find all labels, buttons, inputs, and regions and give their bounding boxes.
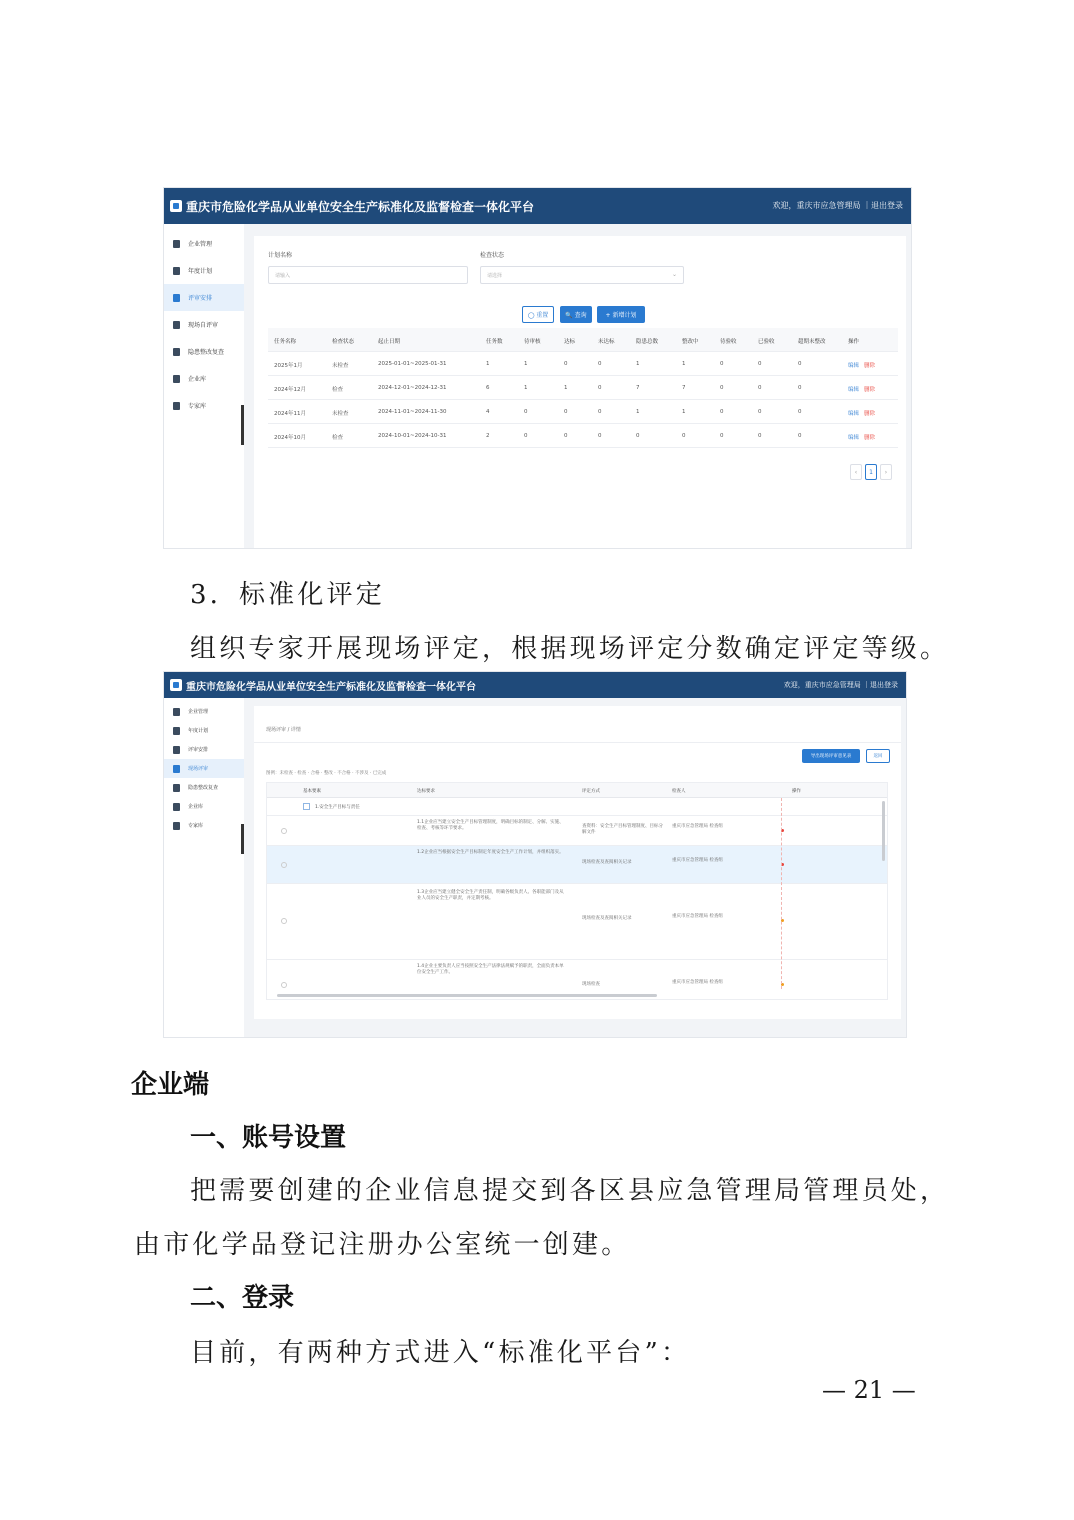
table-cell: 2024年11月 bbox=[274, 411, 306, 417]
table-cell: 7 bbox=[682, 385, 686, 391]
table-cell: 未检查 bbox=[332, 363, 349, 369]
inspector-text: 重庆市应急管理局 检查组 bbox=[672, 858, 723, 863]
method-text: 现场检查 bbox=[582, 982, 600, 987]
sidebar-resize-handle[interactable] bbox=[241, 405, 244, 445]
document-icon bbox=[173, 746, 180, 754]
table-row[interactable] bbox=[268, 352, 898, 376]
requirement-text: 1.1企业应当建立安全生产目标管理制度，明确目标的制定、分解、实施、检查、考核等环节要求。 bbox=[417, 820, 564, 831]
sidebar-item-enterprise[interactable]: 企业管理 bbox=[164, 702, 244, 721]
plan-table bbox=[268, 328, 898, 448]
col-header: 隐患总数 bbox=[636, 339, 659, 345]
method-text: 查资料：安全生产目标管理制度、目标分解文件 bbox=[582, 824, 663, 835]
table-cell: 2024-12-01~2024-12-31 bbox=[378, 385, 447, 391]
document-icon bbox=[173, 727, 180, 735]
sidebar-item-expert-db[interactable]: 专家库 bbox=[164, 816, 244, 835]
table-cell: 1 bbox=[636, 409, 640, 415]
sidebar-item-review-schedule[interactable]: 评审安排 bbox=[164, 740, 244, 759]
table-cell: 2024年12月 bbox=[274, 387, 306, 393]
table-cell: 0 bbox=[564, 409, 568, 415]
sidebar-item-self-review[interactable]: 现场自评审 bbox=[164, 311, 244, 338]
status-label: 检查状态 bbox=[480, 252, 505, 259]
row-radio[interactable] bbox=[281, 982, 287, 988]
row-radio[interactable] bbox=[281, 828, 287, 834]
col-header: 起止日期 bbox=[378, 339, 401, 345]
account-setup-line2: 由市化学品登记注册办公室统一创建。 bbox=[134, 1230, 631, 1260]
table-cell: 0 bbox=[798, 433, 802, 439]
table-cell: 0 bbox=[598, 409, 602, 415]
sidebar-item-annual-plan[interactable]: 年度计划 bbox=[164, 257, 244, 284]
reset-button[interactable]: ◯ 重置 bbox=[522, 306, 554, 323]
table-cell: 0 bbox=[598, 385, 602, 391]
table-row[interactable] bbox=[267, 846, 887, 884]
table-header bbox=[268, 328, 898, 352]
edit-link[interactable]: 编辑 bbox=[848, 363, 860, 369]
pagination bbox=[850, 464, 892, 480]
table-cell: 1 bbox=[524, 385, 528, 391]
sidebar-item-annual-plan[interactable]: 年度计划 bbox=[164, 721, 244, 740]
table-cell: 0 bbox=[720, 361, 724, 367]
table-cell: 1 bbox=[524, 361, 528, 367]
document-icon bbox=[173, 267, 180, 275]
vertical-scrollbar[interactable] bbox=[882, 801, 885, 861]
table-cell: 7 bbox=[636, 385, 640, 391]
table-cell: 1 bbox=[682, 409, 686, 415]
chevron-down-icon: ⌄ bbox=[671, 271, 677, 278]
table-cell: 0 bbox=[758, 409, 762, 415]
document-icon bbox=[173, 822, 180, 830]
requirement-text: 1.2企业应当根据安全生产目标制定年度安全生产工作计划，并组织落实。 bbox=[417, 850, 564, 855]
table-cell: 0 bbox=[758, 361, 762, 367]
status-select[interactable]: 请选择 ⌄ bbox=[480, 266, 684, 284]
building-icon bbox=[173, 375, 180, 383]
table-body bbox=[268, 352, 898, 448]
col-header: 已验收 bbox=[758, 339, 775, 345]
table-cell: 0 bbox=[564, 433, 568, 439]
platform-logo-icon bbox=[170, 679, 182, 691]
col-header: 未达标 bbox=[598, 339, 615, 345]
table-row[interactable] bbox=[268, 376, 898, 400]
document-icon bbox=[173, 348, 180, 356]
section3-body: 组织专家开展现场评定，根据现场评定分数确定评定等级。 bbox=[190, 634, 950, 664]
delete-link[interactable]: 删除 bbox=[864, 411, 876, 417]
sidebar-item-onsite-review[interactable]: 现场评审 bbox=[164, 759, 244, 778]
group-title: 1.安全生产目标与责任 bbox=[315, 805, 360, 810]
col-header: 达标要求 bbox=[417, 789, 435, 794]
back-button[interactable]: 返回 bbox=[866, 749, 890, 763]
table-row[interactable] bbox=[267, 816, 887, 846]
table-cell: 检查 bbox=[332, 435, 344, 441]
col-header: 检查状态 bbox=[332, 339, 355, 345]
col-header: 达标 bbox=[564, 339, 576, 345]
table-cell: 2024年10月 bbox=[274, 435, 306, 441]
col-header: 待审核 bbox=[524, 339, 541, 345]
table-cell: 检查 bbox=[332, 387, 344, 393]
user-bar[interactable]: 欢迎，重庆市应急管理局 ｜退出登录 bbox=[783, 681, 898, 689]
row-radio[interactable] bbox=[281, 918, 287, 924]
table-cell: 0 bbox=[682, 433, 686, 439]
checkbox[interactable] bbox=[303, 803, 310, 810]
requirement-text: 1.4企业主要负责人应当按照安全生产法律法规赋予的职责，全面负责本单位安全生产工作。 bbox=[417, 964, 564, 975]
table-cell: 0 bbox=[720, 409, 724, 415]
screenshot-review-detail bbox=[163, 671, 907, 1038]
sidebar-item-hazard-recheck[interactable]: 隐患整改复查 bbox=[164, 338, 244, 365]
review-table bbox=[266, 782, 888, 1000]
table-cell: 4 bbox=[486, 409, 490, 415]
table-cell: 0 bbox=[636, 433, 640, 439]
platform-title: 重庆市危险化学品从业单位安全生产标准化及监督检查一体化平台 bbox=[186, 682, 476, 693]
next-page-button[interactable]: › bbox=[880, 464, 892, 480]
col-header: 整改中 bbox=[682, 339, 699, 345]
sidebar-item-enterprise-db[interactable]: 企业库 bbox=[164, 365, 244, 392]
page-1-button[interactable]: 1 bbox=[865, 464, 877, 480]
col-header: 评定方式 bbox=[582, 789, 600, 794]
plan-name-label: 计划名称 bbox=[268, 252, 293, 259]
table-cell: 1 bbox=[682, 361, 686, 367]
account-setup-heading: 一、账号设置 bbox=[190, 1123, 347, 1153]
sidebar-item-hazard-recheck[interactable]: 隐患整改复查 bbox=[164, 778, 244, 797]
table-cell: 2024-10-01~2024-10-31 bbox=[378, 433, 447, 439]
sidebar-item-review-schedule[interactable]: 评审安排 bbox=[164, 284, 244, 311]
delete-link[interactable]: 删除 bbox=[864, 387, 876, 393]
main-panel bbox=[254, 236, 906, 549]
col-header: 超期未整改 bbox=[798, 339, 826, 345]
group-row[interactable] bbox=[267, 798, 887, 816]
user-icon bbox=[173, 708, 180, 716]
requirement-text: 1.3企业应当建立健全安全生产责任制，明确各级负责人、各职能部门及从业人员的安全生产职责，并定期考核。 bbox=[417, 890, 564, 901]
inspector-text: 重庆市应急管理局 检查组 bbox=[672, 824, 723, 829]
building-icon bbox=[173, 803, 180, 811]
table-cell: 0 bbox=[598, 433, 602, 439]
user-icon bbox=[173, 240, 180, 248]
method-text: 现场检查及查阅相关记录 bbox=[582, 916, 632, 921]
document-icon bbox=[173, 294, 180, 302]
breadcrumb[interactable]: 现场评审 / 详情 bbox=[266, 727, 301, 733]
app-header bbox=[164, 188, 911, 224]
table-cell: 6 bbox=[486, 385, 490, 391]
table-cell: 0 bbox=[524, 433, 528, 439]
delete-link[interactable]: 删除 bbox=[864, 435, 876, 441]
table-cell: 0 bbox=[720, 433, 724, 439]
table-cell: 1 bbox=[636, 361, 640, 367]
enterprise-heading: 企业端 bbox=[131, 1070, 210, 1100]
platform-logo-icon bbox=[170, 200, 182, 212]
table-cell: 2024-11-01~2024-11-30 bbox=[378, 409, 447, 415]
table-cell: 0 bbox=[798, 361, 802, 367]
table-cell: 2025年1月 bbox=[274, 363, 303, 369]
table-cell: 2 bbox=[486, 433, 490, 439]
table-cell: 0 bbox=[720, 385, 724, 391]
table-cell: 0 bbox=[564, 361, 568, 367]
table-cell: 1 bbox=[564, 385, 568, 391]
table-header bbox=[267, 783, 887, 798]
col-header: 操作 bbox=[848, 339, 860, 345]
sidebar bbox=[164, 224, 244, 548]
document-icon bbox=[173, 784, 180, 792]
table-row[interactable] bbox=[267, 884, 887, 960]
account-setup-line1: 把需要创建的企业信息提交到各区县应急管理局管理员处， bbox=[190, 1176, 950, 1206]
platform-title: 重庆市危险化学品从业单位安全生产标准化及监督检查一体化平台 bbox=[186, 200, 535, 214]
table-cell: 0 bbox=[524, 409, 528, 415]
sidebar-item-expert-db[interactable]: 专家库 bbox=[164, 392, 244, 419]
document-icon bbox=[173, 321, 180, 329]
horizontal-scrollbar[interactable] bbox=[277, 994, 657, 997]
table-cell: 0 bbox=[798, 385, 802, 391]
sidebar bbox=[164, 698, 244, 1037]
status-legend: 图例：未检查 · 检查 · 合格 · 整改 · 不合格 · 不涉及 · 已完成 bbox=[266, 771, 387, 776]
login-body: 目前，有两种方式进入“标准化平台”： bbox=[190, 1338, 691, 1368]
table-cell: 0 bbox=[598, 361, 602, 367]
app-header bbox=[164, 672, 906, 698]
plan-name-input[interactable]: 请输入 bbox=[268, 266, 468, 284]
document-icon bbox=[173, 765, 180, 773]
prev-page-button[interactable]: ‹ bbox=[850, 464, 862, 480]
method-text: 现场检查及查阅相关记录 bbox=[582, 860, 632, 865]
table-cell: 2025-01-01~2025-01-31 bbox=[378, 361, 447, 367]
col-header: 基本要素 bbox=[303, 789, 321, 794]
inspector-text: 重庆市应急管理局 检查组 bbox=[672, 914, 723, 919]
export-opinion-button[interactable]: 导出现场评审意见表 bbox=[802, 749, 860, 763]
row-radio[interactable] bbox=[281, 862, 287, 868]
table-cell: 未检查 bbox=[332, 411, 349, 417]
col-header: 检查人 bbox=[672, 789, 686, 794]
divider bbox=[254, 742, 901, 743]
main-panel bbox=[254, 706, 901, 1019]
section3-heading: 3．标准化评定 bbox=[190, 580, 385, 610]
inspector-text: 重庆市应急管理局 检查组 bbox=[672, 980, 723, 985]
col-header: 待验收 bbox=[720, 339, 737, 345]
sidebar-item-enterprise-db[interactable]: 企业库 bbox=[164, 797, 244, 816]
table-row[interactable] bbox=[268, 424, 898, 448]
table-cell: 1 bbox=[486, 361, 490, 367]
sidebar-resize-handle[interactable] bbox=[241, 824, 244, 854]
edit-link[interactable]: 编辑 bbox=[848, 411, 860, 417]
table-cell: 0 bbox=[758, 433, 762, 439]
table-row[interactable] bbox=[268, 400, 898, 424]
page-number: — 21 — bbox=[822, 1376, 916, 1404]
table-cell: 0 bbox=[798, 409, 802, 415]
col-header: 操作 bbox=[792, 789, 801, 794]
sidebar-item-enterprise[interactable]: 企业管理 bbox=[164, 230, 244, 257]
user-bar[interactable]: 欢迎，重庆市应急管理局 ｜退出登录 bbox=[772, 201, 903, 210]
table-cell: 0 bbox=[758, 385, 762, 391]
search-button[interactable]: 🔍 查询 bbox=[560, 306, 592, 323]
col-header: 任务名称 bbox=[274, 339, 297, 345]
edit-link[interactable]: 编辑 bbox=[848, 435, 860, 441]
status-guide-line bbox=[781, 798, 782, 989]
login-heading: 二、登录 bbox=[190, 1283, 295, 1313]
screenshot-plan-list bbox=[163, 187, 912, 549]
edit-link[interactable]: 编辑 bbox=[848, 387, 860, 393]
document-icon bbox=[173, 402, 180, 410]
col-header: 任务数 bbox=[486, 339, 503, 345]
delete-link[interactable]: 删除 bbox=[864, 363, 876, 369]
add-plan-button[interactable]: + 新增计划 bbox=[597, 306, 645, 323]
